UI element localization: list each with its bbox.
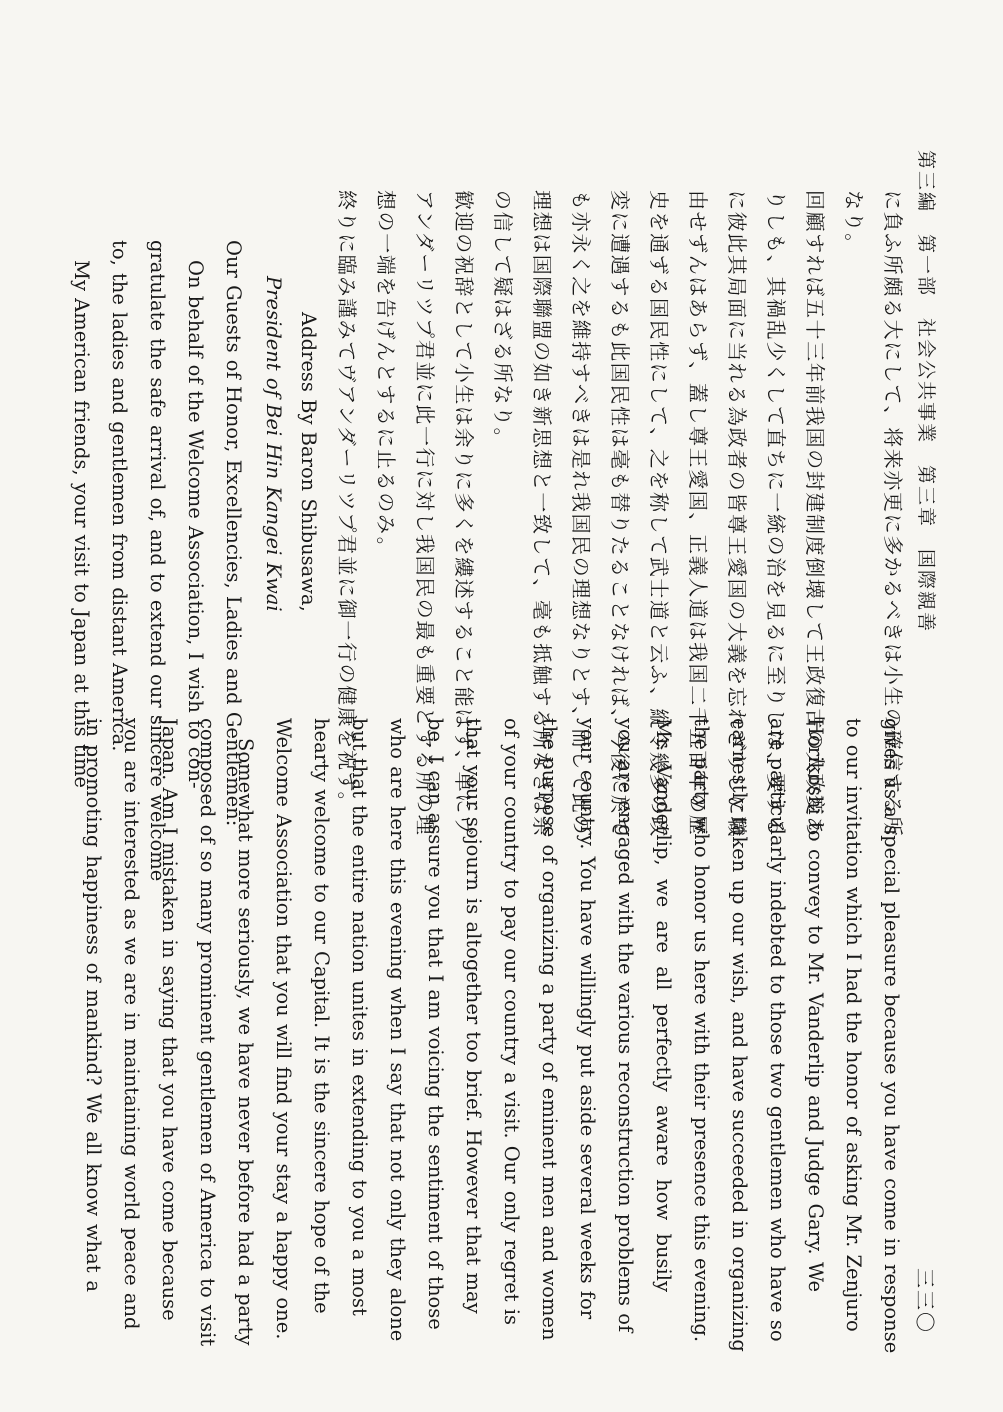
address-title: Address By Baron Shibusawa, xyxy=(297,312,320,612)
jp-line: 由せずんはあらず、蓋し尊王愛国、正義人道は我国二千五百年の歴 xyxy=(686,190,710,837)
page-number: 三三〇 xyxy=(913,1268,937,1334)
en-line: in promoting happiness of mankind? We all know what a xyxy=(82,718,105,1292)
jp-line: に負ふ所頗る大にして、将来亦更に多かるべきは小生の確信する所 xyxy=(881,190,905,838)
en-line: Mr. Vanderlip, we are all perfectly aware how busily xyxy=(652,718,675,1292)
en-line: the purpose of organizing a party of eminent men and women xyxy=(538,718,561,1341)
jp-line: アンダーリツプ君並に此一行に対し我国民の最も重要とする所の理 xyxy=(413,190,437,837)
en-line: but that the entire nation unites in extending to you a most xyxy=(348,718,371,1316)
en-line: you are interested as we are in maintaining world peace and xyxy=(120,718,143,1330)
jp-line: 史を通ずる国民性にして、之を称して武士道と云ふ、縦令幾多の政 xyxy=(647,190,671,838)
en-line: be, I can assure you that I am voicing the sentiment of those xyxy=(424,718,447,1330)
en-line: you are engaged with the various reconstruction problems of xyxy=(614,718,637,1333)
en-line: hearty welcome to our Capital. It is the sincere hope of the xyxy=(310,718,333,1314)
en-line: Somewhat more seriously, we have never before had a party xyxy=(234,738,257,1346)
jp-line: 終りに臨み謹みてヴアンダーリツプ君並に御一行の健康を祝す。 xyxy=(335,190,359,814)
jp-line: 歓迎の祝辞として小生は余りに多くを縷述すること能はず、単にヴ xyxy=(452,190,476,837)
jp-line: 変に遭遇するも此国民性は毫も替りたることなければ、今後に於て xyxy=(608,190,632,838)
jp-line: 回顧すれば五十三年前我国の封建制度倒壊して王政復古の大政変あ xyxy=(803,190,827,838)
en-line: Horikoshi to convey to Mr. Vanderlip and Judge Gary. We xyxy=(804,718,827,1292)
en-line: Japan. Am I mistaken in saying that you have come because xyxy=(158,718,181,1321)
en-line: Our Guests of Honor, Excellencies, Ladies and Gentlemen: xyxy=(222,240,245,827)
jp-line: りしも、其禍乱少くして直ちに一統の治を見るに至りしは、要する xyxy=(764,190,788,838)
en-line: Welcome Association that you will find your stay a happy one. xyxy=(272,718,295,1340)
en-line: who are here this evening when I say that not only they alone xyxy=(386,718,409,1342)
jp-line: も亦永く之を維持すべきは是れ我国民の理想なりとす、而して此の xyxy=(569,190,593,836)
jp-line: 理想は国際聯盟の如き新思想と一致して、毫も抵触する所なきは余 xyxy=(530,190,554,838)
en-line: your country. You have willingly put aside several weeks for xyxy=(576,718,599,1320)
en-line: On behalf of the Welcome Association, I wish to con- xyxy=(184,260,207,789)
en-line: the party who honor us here with their presence this evening. xyxy=(690,718,713,1343)
en-line: My American friends, your visit to Japan at this time xyxy=(70,260,93,788)
en-line: to, the ladies and gentlemen from distant America. xyxy=(108,240,131,752)
address-subtitle: President of Bei Hin Kangei Kwai xyxy=(262,276,285,612)
en-line: are particularly indebted to those two gentlemen who have so xyxy=(766,718,789,1342)
jp-line: に彼此其局面に当れる為政者の皆尊王愛国の大義を忘れざりしに職 xyxy=(725,190,749,838)
jp-line: 想の一端を告げんとするに止るのみ。 xyxy=(374,190,398,559)
jp-line: の信して疑はざる所なり。 xyxy=(491,190,515,450)
en-line: to our invitation which I had the honor of asking Mr. Zenjuro xyxy=(842,718,865,1332)
en-line: composed of so many prominent gentlemen of America to visit xyxy=(196,718,219,1347)
jp-line: なり。 xyxy=(842,190,866,255)
en-line: earnestly taken up our wish, and have succeeded in organizing xyxy=(728,718,751,1352)
en-line: of your country to pay our country a visit. Our only regret is xyxy=(500,718,523,1326)
running-header: 第三編 第一部 社会公共事業 第三章 国際親善 xyxy=(915,150,937,634)
en-line: that your sojourn is altogether too brief. However that may xyxy=(462,718,485,1314)
en-line: gratulate the safe arrival of, and to extend our sincere welcome xyxy=(146,240,169,882)
en-line: gives us a special pleasure because you have come in response xyxy=(880,718,903,1354)
